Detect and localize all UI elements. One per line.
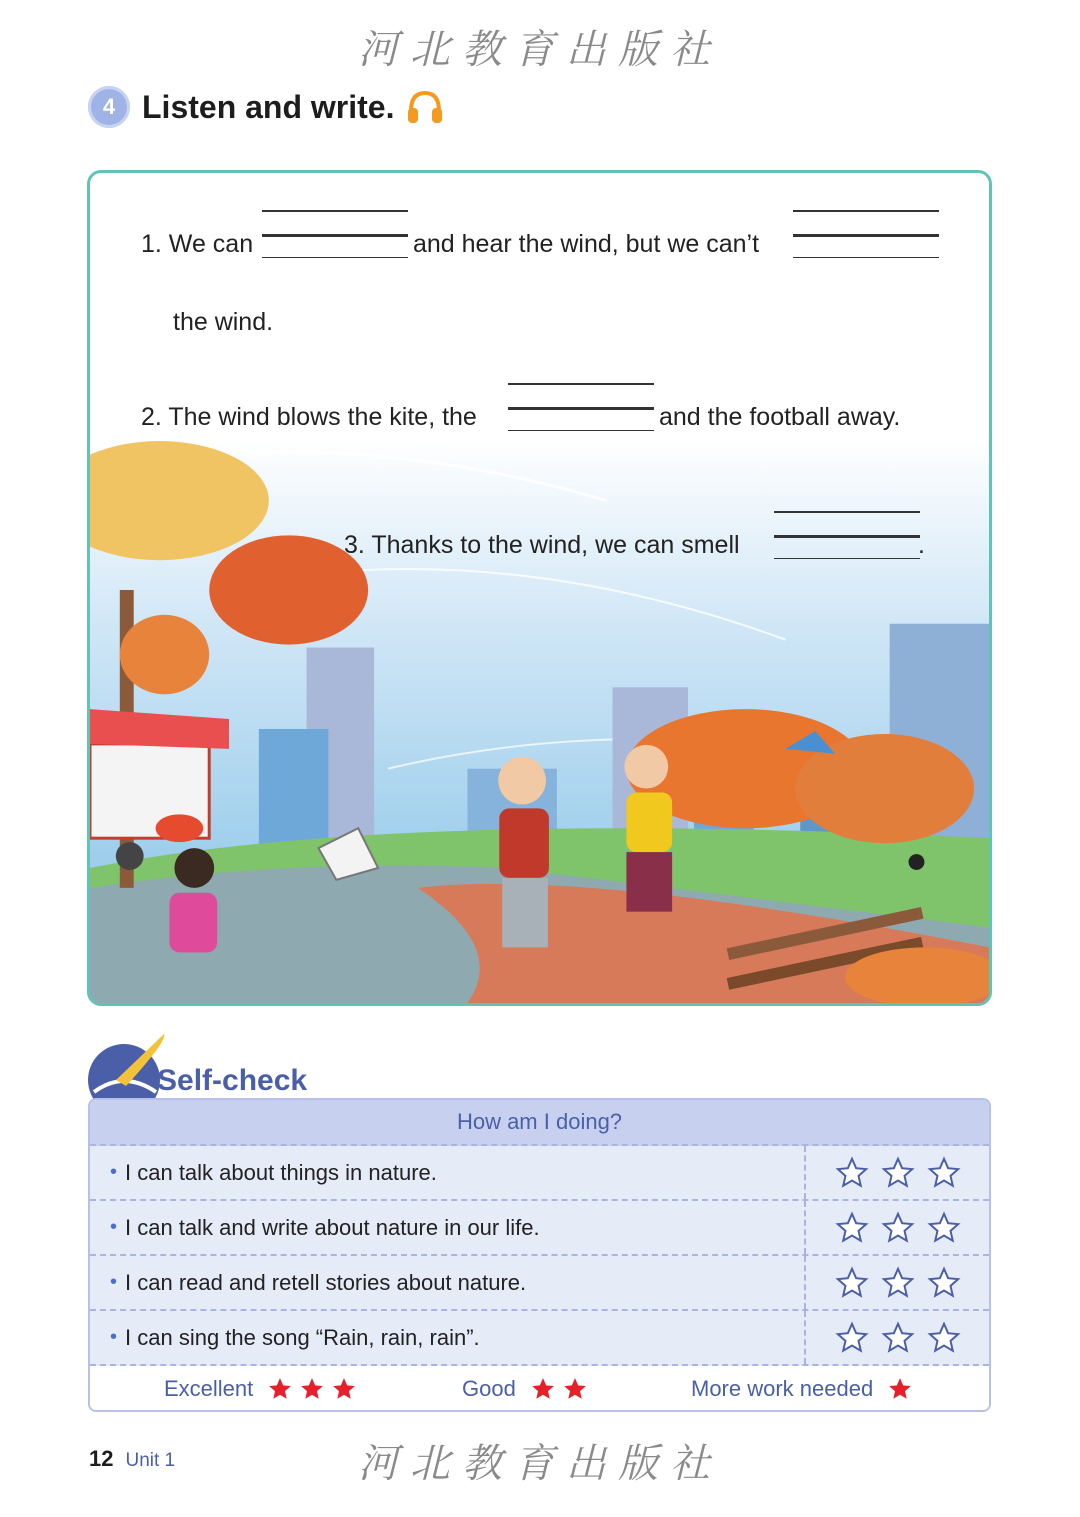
listen-write-exercise [87, 170, 992, 1006]
answer-blank-2[interactable] [508, 383, 654, 453]
unit-label: Unit 1 [125, 1450, 176, 1471]
filled-star-icon [331, 1376, 357, 1402]
bullet-icon: • [110, 1216, 118, 1238]
legend-more-work [691, 1376, 913, 1402]
table-row [90, 1146, 989, 1201]
star-rating[interactable] [806, 1201, 989, 1254]
page-number: 12 [89, 1446, 114, 1471]
selfcheck-statement: I can talk and write about nature in our life. [125, 1214, 540, 1240]
sentence-2-end: and the football away. [659, 403, 901, 431]
table-row [90, 1256, 989, 1311]
bullet-icon: • [110, 1271, 118, 1293]
legend-good [462, 1376, 588, 1402]
legend-good-label: Good [462, 1376, 516, 1401]
bullet-icon: • [110, 1326, 118, 1348]
legend-excellent-label: Excellent [164, 1376, 254, 1401]
rating-legend [90, 1366, 989, 1412]
filled-star-icon [562, 1376, 588, 1402]
bullet-icon: • [110, 1161, 118, 1183]
table-row [90, 1201, 989, 1256]
selfcheck-table [88, 1098, 991, 1412]
outline-star-icon[interactable] [835, 1266, 869, 1300]
answer-blank-3[interactable] [774, 511, 920, 581]
task-title: Listen and write. [142, 88, 395, 125]
outline-star-icon[interactable] [881, 1156, 915, 1190]
headphones-icon[interactable] [406, 89, 444, 125]
sentence-1-end: the wind. [173, 308, 274, 336]
star-rating[interactable] [806, 1311, 989, 1364]
outline-star-icon[interactable] [927, 1266, 961, 1300]
filled-star-icon [887, 1376, 913, 1402]
outline-star-icon[interactable] [881, 1266, 915, 1300]
filled-star-icon [530, 1376, 556, 1402]
publisher-watermark-bottom: 河北教育出版社 [358, 1441, 722, 1487]
filled-star-icon [267, 1376, 293, 1402]
sentence-1-middle: and hear the wind, but we can’t [413, 230, 760, 258]
sentence-1-start: 1. We can [141, 230, 254, 258]
selfcheck-title: Self-check [157, 1064, 308, 1097]
star-rating[interactable] [806, 1256, 989, 1309]
selfcheck-statement: I can talk about things in nature. [125, 1159, 437, 1185]
selfcheck-header: How am I doing? [90, 1100, 989, 1146]
sentence-3-start: 3. Thanks to the wind, we can smell [344, 531, 740, 559]
sentence-2-start: 2. The wind blows the kite, the [141, 403, 477, 431]
answer-blank-1b[interactable] [793, 210, 939, 280]
legend-excellent [164, 1376, 357, 1402]
outline-star-icon[interactable] [835, 1211, 869, 1245]
selfcheck-statement: I can sing the song “Rain, rain, rain”. [125, 1324, 480, 1350]
sentence-3-end: . [918, 531, 925, 559]
outline-star-icon[interactable] [927, 1211, 961, 1245]
task-number-badge: 4 [88, 86, 130, 128]
star-rating[interactable] [806, 1146, 989, 1199]
selfcheck-statement: I can read and retell stories about nature. [125, 1269, 527, 1295]
outline-star-icon[interactable] [927, 1321, 961, 1355]
outline-star-icon[interactable] [835, 1156, 869, 1190]
outline-star-icon[interactable] [927, 1156, 961, 1190]
outline-star-icon[interactable] [835, 1321, 869, 1355]
outline-star-icon[interactable] [881, 1211, 915, 1245]
outline-star-icon[interactable] [881, 1321, 915, 1355]
answer-blank-1a[interactable] [262, 210, 408, 280]
legend-more-work-label: More work needed [691, 1376, 874, 1401]
publisher-watermark-top: 河北教育出版社 [358, 27, 722, 73]
task-header [88, 86, 444, 128]
filled-star-icon [299, 1376, 325, 1402]
park-illustration [90, 173, 989, 1003]
table-row [90, 1311, 989, 1366]
